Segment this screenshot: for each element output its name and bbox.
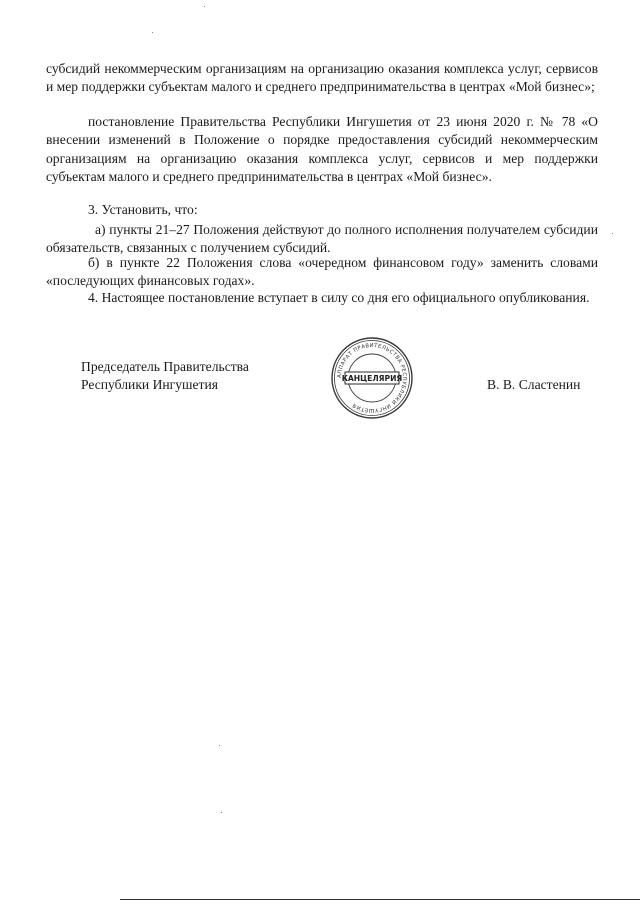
paragraph-establish — [46, 201, 598, 219]
signatory-name: В. В. Сластенин — [487, 377, 581, 392]
scan-speck — [204, 6, 205, 7]
paragraph-text: а) пункты 21–27 Положения действуют до полного исполнения получателем субсидии обязательств, связанных с получением субсидий. — [46, 222, 598, 256]
paragraph-effective-date — [46, 289, 598, 307]
paragraph-text: 3. Установить, что: — [88, 202, 198, 217]
seal-ring-text: АППАРАТ ПРАВИТЕЛЬСТВА РЕСПУБЛИКИ ИНГУШЕТИЯ — [336, 342, 408, 414]
paragraph-decree-reference — [46, 113, 598, 186]
paragraph-item-b — [46, 254, 598, 291]
signatory-title — [81, 358, 249, 394]
scan-speck — [612, 233, 613, 234]
paragraph-item-a — [46, 221, 598, 258]
signatory-title-line: Республики Ингушетия — [81, 377, 219, 392]
scan-speck — [221, 812, 222, 813]
scan-speck — [152, 32, 153, 33]
scan-speck — [219, 745, 220, 746]
page-bottom-rule — [120, 899, 640, 900]
paragraph-text: 4. Настоящее постановление вступает в силу со дня его официального опубликования. — [88, 290, 590, 305]
paragraph-text: субсидий некоммерческим организациям на организацию оказания комплекса услуг, сервисов и мер поддержки субъектам малого и среднего предпринимательства в центрах «Мой бизнес»; — [46, 61, 598, 95]
paragraph-subsidies — [46, 60, 598, 97]
paragraph-text: постановление Правительства Республики Ингушетия от 23 июня 2020 г. № 78 «О внесении изменений в Положение о порядке предоставления субсидий некоммерческим организациям на организацию оказания комплекса услуг, сервисов и мер поддержки субъектам малого и среднего предпринимательства в центрах «Мой бизнес». — [46, 114, 598, 184]
paragraph-text: б) в пункте 22 Положения слова «очередном финансовом году» заменить словами «последующих финансовых годах». — [46, 255, 598, 289]
seal-center-text: КАНЦЕЛЯРИЯ — [341, 374, 403, 383]
signatory-title-line: Председатель Правительства — [81, 359, 249, 374]
office-seal-stamp — [330, 336, 414, 420]
